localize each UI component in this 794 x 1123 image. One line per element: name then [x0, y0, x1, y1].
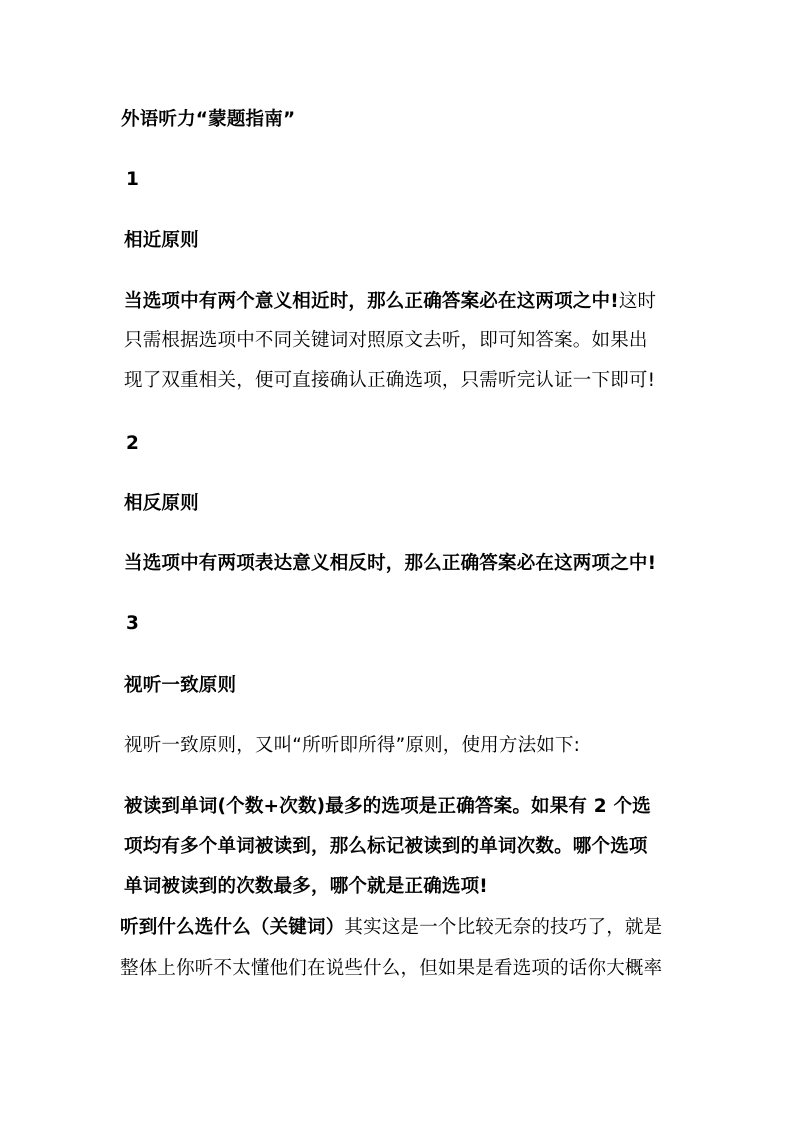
section3-intro: 视听一致原则，又叫“所听即所得”原则，使用方法如下: — [124, 735, 581, 756]
section1-line1-rest: 这时 — [618, 291, 657, 312]
section1-paragraph-line3: 现了双重相关，便可直接确认正确选项，只需听完认证一下即可! — [124, 370, 656, 391]
section-number-2: 2 — [126, 433, 140, 454]
section-heading-opposite: 相反原则 — [124, 493, 199, 514]
section2-paragraph: 当选项中有两项表达意义相反时，那么正确答案必在这两项之中! — [124, 553, 657, 574]
document-title: 外语听力“蒙题指南” — [121, 109, 296, 130]
section-number-1: 1 — [126, 169, 140, 190]
section3-bold-line3: 单词被读到的次数最多，哪个就是正确选项! — [124, 876, 488, 897]
section1-paragraph-line2: 只需根据选项中不同关键词对照原文去听，即可知答案。如果出 — [124, 330, 648, 351]
section4-line1-rest: 其实这是一个比较无奈的技巧了，就是 — [344, 917, 663, 938]
section4-line2: 整体上你听不太懂他们在说些什么，但如果是看选项的话你大概率 — [120, 958, 663, 979]
section1-bold-rule: 当选项中有两个意义相近时，那么正确答案必在这两项之中! — [124, 291, 619, 312]
section1-paragraph-line1 — [124, 290, 656, 314]
section-heading-similar: 相近原则 — [124, 230, 199, 251]
section-number-3: 3 — [126, 613, 140, 634]
section3-bold-line1: 被读到单词(个数+次数)最多的选项是正确答案。如果有 2 个选 — [124, 796, 651, 817]
section3-bold-line2: 项均有多个单词被读到，那么标记被读到的单词次数。哪个选项 — [124, 836, 648, 857]
section-heading-consistency: 视听一致原则 — [124, 675, 237, 696]
section4-bold-lead: 听到什么选什么（关键词） — [120, 917, 345, 938]
section4-line1 — [120, 916, 662, 940]
